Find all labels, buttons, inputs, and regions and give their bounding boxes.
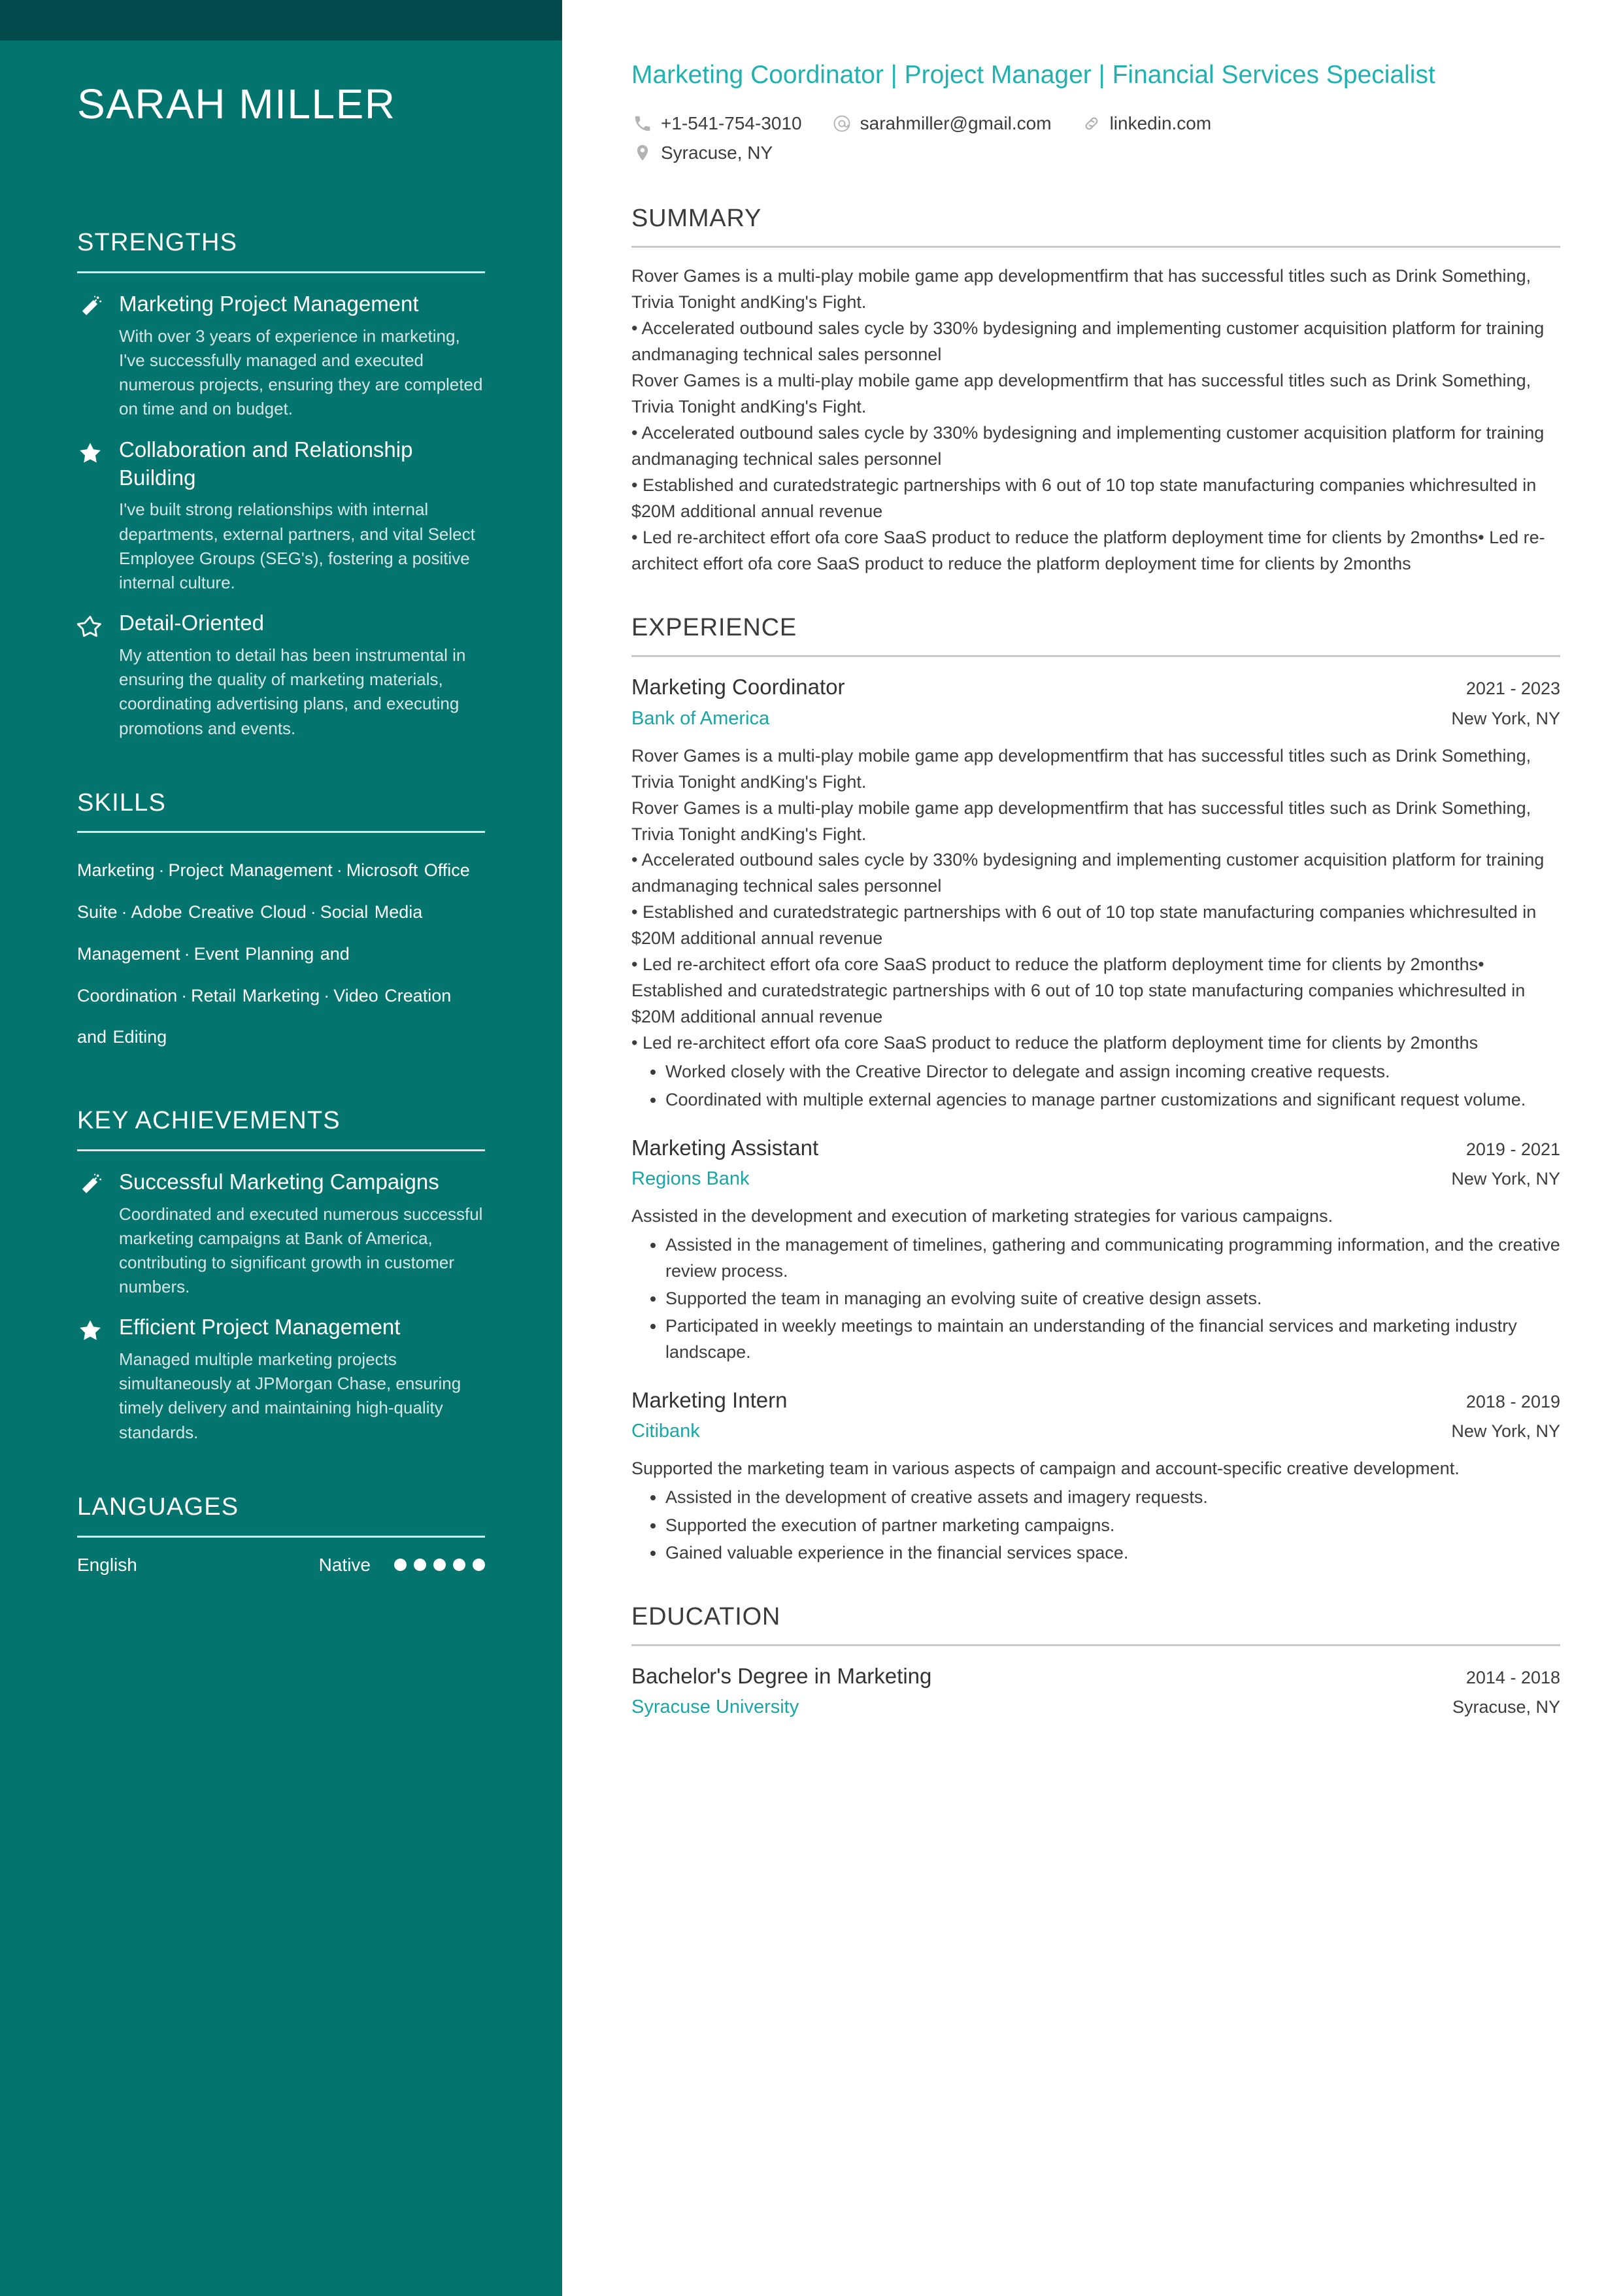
skill-separator: · [324,985,330,1005]
headline-title: Marketing Coordinator | Project Manager | Financial Services Specialist [631,61,1435,89]
experience-organization[interactable]: Citibank [631,1421,700,1442]
skill-item: Adobe Creative Cloud [131,902,307,922]
skill-separator: · [181,985,188,1005]
strength-item-body [119,290,485,422]
strength-item-title: Marketing Project Management [119,292,419,316]
summary-paragraph: • Accelerated outbound sales cycle by 330% bydesigning and implementing customer acquisition platform for training andmanaging technical sales personnel [631,423,1545,469]
summary-section [631,205,1560,577]
experience-bullet: • Assisted in the development of creative assets and imagery requests. [665,1485,1560,1510]
proficiency-dot [433,1559,446,1571]
strength-item-desc: My attention to detail has been instrumental in ensuring the quality of marketing materials, coordinating advertising plans, and executing promotions and events. [119,645,466,738]
experience-section [631,614,1560,1566]
skill-separator: · [121,902,127,922]
skill-separator: · [310,902,316,922]
contact-row-location [631,139,1560,168]
experience-role: Marketing Intern [631,1388,788,1413]
achievements-heading: KEY ACHIEVEMENTS [77,1106,341,1134]
experience-paragraph: • Led re-architect effort ofa core SaaS product to reduce the platform deployment time for clients by 2months [631,1033,1479,1053]
achievement-item-body [119,1168,485,1300]
education-date: 2014 - 2018 [1465,1668,1560,1688]
star-outline-icon [77,609,119,741]
strengths-section [0,229,562,740]
achievement-item-title: Efficient Project Management [119,1315,401,1340]
contact-item[interactable] [631,109,802,139]
contact-row-primary [631,109,1560,139]
experience-bullet: • Assisted in the management of timelines, gathering and communicating programming information, and the creative review process. [665,1232,1560,1284]
strength-item-desc: With over 3 years of experience in marketing, I've successfully managed and executed numerous projects, ensuring they are completed on time and on budget. [119,326,483,419]
candidate-name: SARAH MILLER [77,80,396,127]
skills-divider [77,831,485,833]
achievements-list [77,1168,485,1445]
education-entry-header [631,1662,1560,1691]
experience-bullet: • Worked closely with the Creative Director to delegate and assign incoming creative requests. [665,1059,1560,1085]
experience-role: Marketing Coordinator [631,675,845,700]
achievement-item-body [119,1313,485,1445]
experience-list [631,673,1560,1566]
experience-location: New York, NY [1451,1169,1560,1189]
experience-location: New York, NY [1451,1421,1560,1442]
experience-paragraph: Assisted in the development and execution of marketing strategies for various campaigns. [631,1206,1333,1226]
strengths-heading: STRENGTHS [77,229,238,257]
summary-divider [631,246,1560,248]
skill-separator: · [158,860,165,881]
experience-bullet-list [631,1485,1560,1566]
experience-bullet: • Coordinated with multiple external agencies to manage partner customizations and significant request volume. [665,1087,1560,1113]
experience-entry [631,1134,1560,1365]
summary-paragraph: Rover Games is a multi-play mobile game app developmentfirm that has successful titles such as Drink Something, Trivia Tonight andKing's Fight. [631,266,1531,312]
experience-bullet: • Gained valuable experience in the financial services space. [665,1540,1560,1566]
languages-section [0,1493,562,1576]
achievement-item-desc: Coordinated and executed numerous successful marketing campaigns at Bank of America, contributing to significant growth in customer numbers. [119,1204,483,1297]
experience-paragraph: Rover Games is a multi-play mobile game app developmentfirm that has successful titles such as Drink Something, Trivia Tonight andKing's Fight. [631,745,1531,792]
education-divider [631,1644,1560,1646]
strength-item-title: Detail-Oriented [119,611,264,635]
skill-item: Social Media Management [77,902,423,964]
experience-entry [631,673,1560,1112]
contact-value: sarahmiller@gmail.com [860,113,1052,134]
strengths-list [77,290,485,741]
education-heading: EDUCATION [631,1602,781,1630]
experience-divider [631,655,1560,657]
skill-item: Microsoft Office Suite [77,860,470,922]
achievement-item-title: Successful Marketing Campaigns [119,1169,439,1194]
main-column [562,0,1623,2296]
summary-paragraph: • Led re-architect effort ofa core SaaS product to reduce the platform deployment time for clients by 2months• Led re-architect effort ofa core SaaS product to reduce the platform deployment time for clients by 2months [631,527,1545,573]
proficiency-dot [453,1559,465,1571]
summary-heading: SUMMARY [631,204,762,232]
achievement-item [77,1168,485,1300]
language-name: English [77,1554,137,1575]
experience-entry-subheader [631,1166,1560,1192]
strength-item-title: Collaboration and Relationship Building [119,437,413,490]
experience-bullet-list [631,1232,1560,1365]
experience-entry-header [631,1134,1560,1162]
experience-paragraph: • Led re-architect effort ofa core SaaS product to reduce the platform deployment time for clients by 2months• Established and curatedstrategic partnerships with 6 out of 10 top state manufacturing companies whichresulted in $20M additional annual revenue [631,954,1526,1027]
language-row [77,1555,485,1576]
location-pin-icon [631,142,654,164]
contact-item[interactable] [1080,109,1212,139]
skill-item: Video Creation and Editing [77,985,452,1047]
experience-organization[interactable]: Bank of America [631,707,770,729]
achievements-divider [77,1149,485,1151]
achievement-item-desc: Managed multiple marketing projects simultaneously at JPMorgan Chase, ensuring timely delivery and maintaining high-quality standards. [119,1349,461,1442]
achievements-section [0,1107,562,1445]
experience-role: Marketing Assistant [631,1135,819,1160]
education-school[interactable]: Syracuse University [631,1697,799,1718]
experience-bullet: • Supported the execution of partner marketing campaigns. [665,1513,1560,1538]
experience-date: 2021 - 2023 [1465,679,1560,699]
strength-item [77,609,485,741]
experience-entry-subheader [631,705,1560,732]
experience-paragraph: Supported the marketing team in various aspects of campaign and account-specific creative development. [631,1459,1460,1479]
star-filled-icon [77,1313,119,1445]
contact-details [631,109,1560,168]
experience-paragraph: Rover Games is a multi-play mobile game app developmentfirm that has successful titles such as Drink Something, Trivia Tonight andKing's Fight. [631,798,1531,844]
experience-bullet: • Supported the team in managing an evolving suite of creative design assets. [665,1286,1560,1311]
achievement-item [77,1313,485,1445]
language-level: Native [318,1554,371,1575]
phone-icon [631,112,654,135]
experience-entry [631,1386,1560,1566]
skill-separator: · [336,860,343,881]
experience-bullet: • Participated in weekly meetings to maintain an understanding of the financial services and marketing industry landscape. [665,1313,1560,1365]
contact-value: linkedin.com [1109,113,1212,134]
experience-bullet-list [631,1059,1560,1113]
contact-value: +1-541-754-3010 [661,113,802,134]
skills-list [77,850,485,1058]
summary-paragraph: • Accelerated outbound sales cycle by 330% bydesigning and implementing customer acquisition platform for training andmanaging technical sales personnel [631,318,1545,365]
skill-item: Event Planning and Coordination [77,943,350,1005]
sidebar-top-accent-bar [0,0,562,41]
name-block [0,41,562,127]
experience-organization[interactable]: Regions Bank [631,1168,750,1190]
education-entry-subheader [631,1694,1560,1720]
summary-paragraph: • Established and curatedstrategic partnerships with 6 out of 10 top state manufacturing companies whichresulted in $20M additional annual revenue [631,475,1537,521]
skill-item: Marketing [77,860,155,881]
summary-body [631,263,1560,577]
link-icon [1080,112,1103,135]
skills-heading: SKILLS [77,788,167,817]
languages-heading: LANGUAGES [77,1493,239,1521]
strength-item [77,290,485,422]
strengths-divider [77,271,485,273]
strength-item [77,436,485,595]
education-location: Syracuse, NY [1452,1697,1560,1717]
education-degree: Bachelor's Degree in Marketing [631,1664,932,1689]
strength-item-desc: I've built strong relationships with internal departments, external partners, and vital Select Employee Groups (SEG's), fostering a positive internal culture. [119,499,475,592]
experience-date: 2019 - 2021 [1465,1139,1560,1159]
proficiency-dot [414,1559,426,1571]
experience-heading: EXPERIENCE [631,613,797,641]
strength-item-body [119,609,485,741]
star-filled-icon [77,436,119,595]
proficiency-dot [473,1559,485,1571]
skill-item: Retail Marketing [191,985,320,1005]
experience-entry-subheader [631,1418,1560,1444]
sidebar [0,0,562,2296]
summary-paragraph: Rover Games is a multi-play mobile game app developmentfirm that has successful titles such as Drink Something, Trivia Tonight andKing's Fight. [631,371,1531,417]
proficiency-dot [394,1559,407,1571]
education-entry [631,1662,1560,1720]
experience-description [631,743,1560,1056]
contact-item[interactable] [831,109,1052,139]
experience-paragraph: • Accelerated outbound sales cycle by 330% bydesigning and implementing customer acquisition platform for training andmanaging technical sales personnel [631,850,1545,896]
experience-paragraph: • Established and curatedstrategic partnerships with 6 out of 10 top state manufacturing companies whichresulted in $20M additional annual revenue [631,902,1537,949]
education-section [631,1603,1560,1721]
languages-divider [77,1536,485,1538]
education-list [631,1662,1560,1720]
experience-location: New York, NY [1451,708,1560,728]
skill-item: Project Management [168,860,333,881]
contact-item-location [631,139,773,168]
contact-value: Syracuse, NY [661,142,773,163]
experience-entry-header [631,673,1560,701]
strength-item-body [119,436,485,595]
email-icon [831,112,853,135]
languages-list [77,1555,485,1576]
skill-separator: · [184,943,190,964]
experience-date: 2018 - 2019 [1465,1392,1560,1412]
header-block [631,58,1560,168]
experience-description [631,1204,1560,1230]
experience-entry-header [631,1386,1560,1415]
language-proficiency-dots [394,1559,485,1571]
magic-wand-icon [77,290,119,422]
magic-wand-icon [77,1168,119,1300]
experience-description [631,1456,1560,1482]
skills-section [0,789,562,1058]
